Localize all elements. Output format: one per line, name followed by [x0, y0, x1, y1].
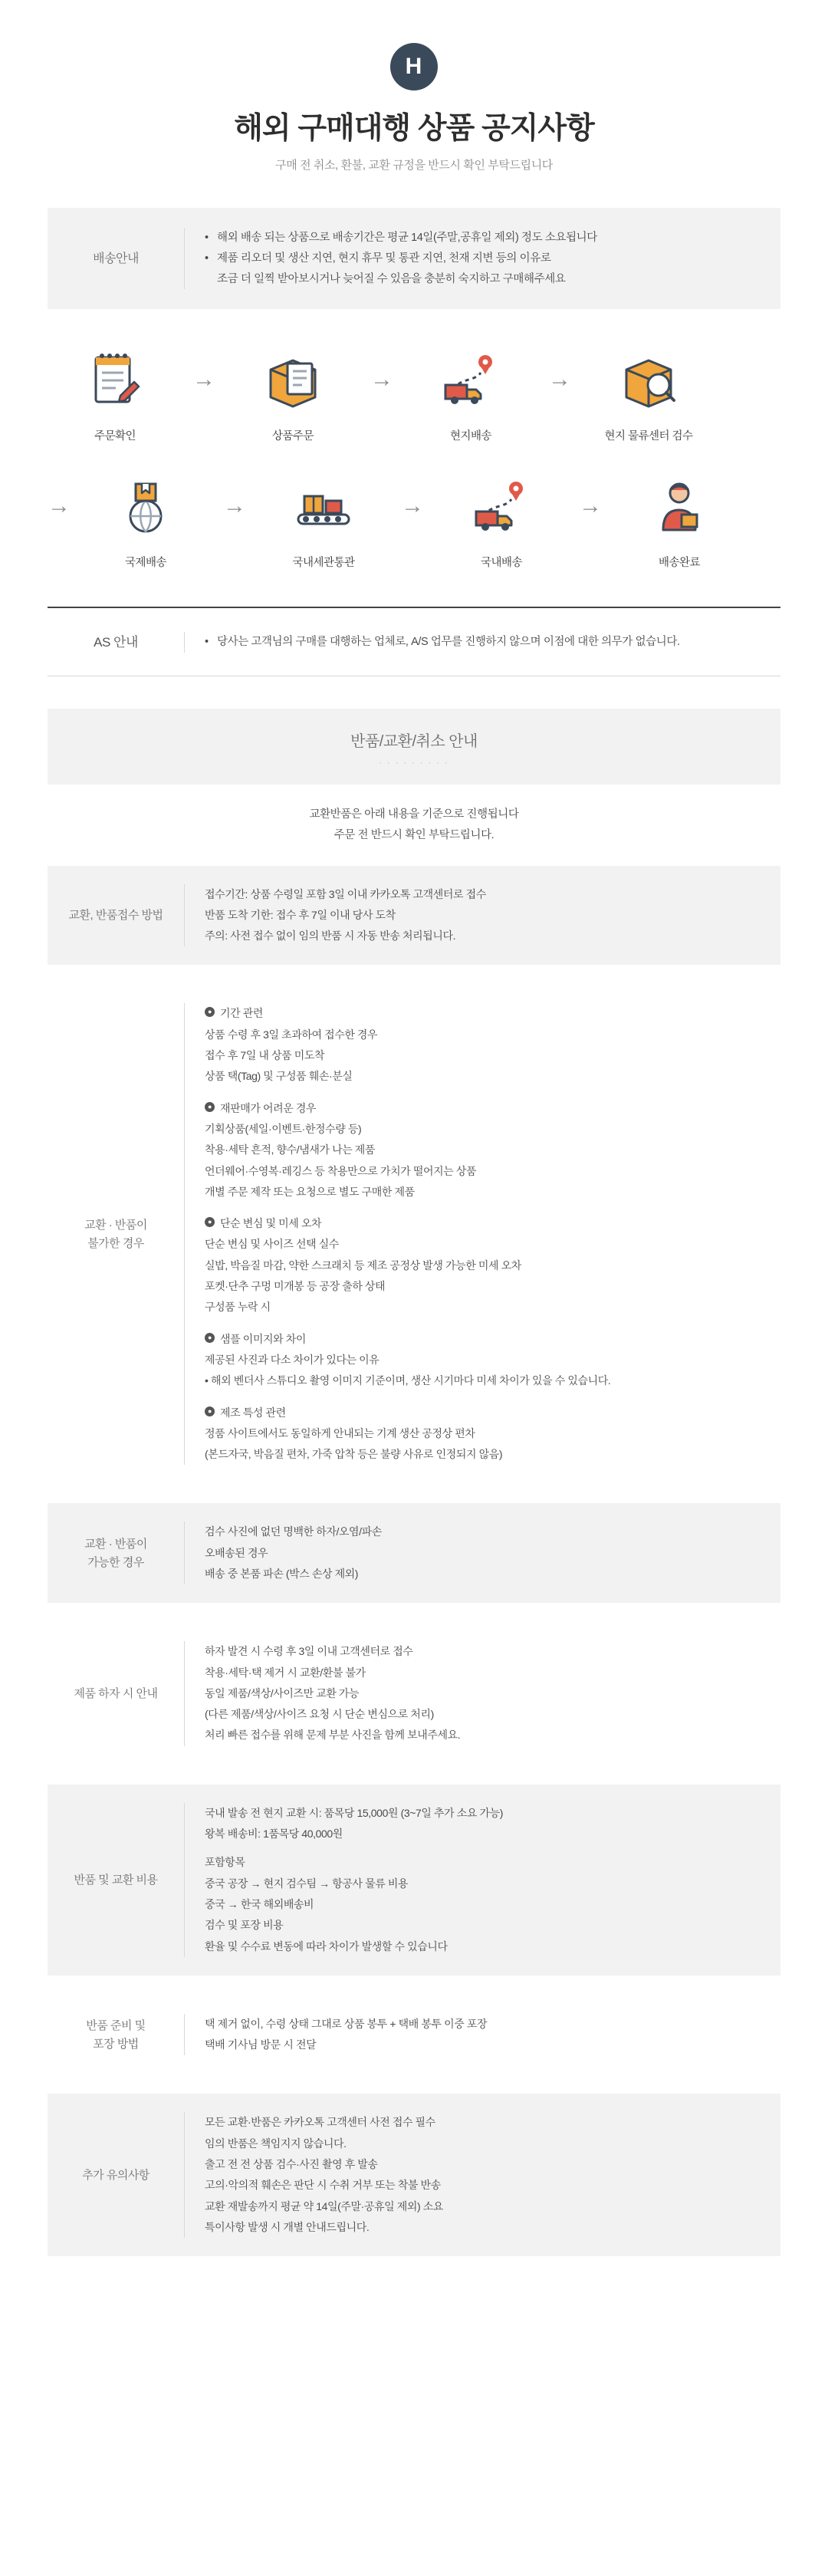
row-content — [184, 2014, 780, 2056]
return-intro — [48, 804, 780, 846]
arrow-right-icon: → — [579, 493, 602, 519]
flow-caption: 국내배송 — [480, 557, 523, 570]
row-content — [184, 1641, 780, 1745]
row-line: 검수 및 포장 비용 — [205, 1919, 284, 1932]
spacer — [205, 1844, 761, 1852]
group-manufacturing — [205, 1403, 761, 1423]
row-line: 교환 재발송까지 평균 약 14일(주말·공휴일 제외) 소요 — [205, 2199, 443, 2212]
row-label: 반품 및 교환 비용 — [74, 1873, 158, 1887]
row-label: 제품 하자 시 안내 — [74, 1687, 158, 1701]
group-change-of-mind — [205, 1213, 761, 1234]
bullet-icon: ● — [205, 1007, 215, 1017]
flow-step-domestic-delivery — [434, 469, 569, 570]
row-line: 검수 사진에 없던 명백한 하자/오염/파손 — [205, 1525, 382, 1538]
flow-arrow — [360, 343, 403, 416]
flow-step-international-shipping — [78, 469, 213, 570]
product-order-icon — [225, 343, 360, 416]
row-return-request-method — [48, 866, 780, 966]
shipping-notice-label: 배송안내 — [93, 252, 139, 266]
process-flow — [48, 343, 780, 570]
flow-step-product-order — [225, 343, 360, 443]
group-title: 단순 변심 및 미세 오차 — [220, 1217, 322, 1230]
flow-caption: 현지 물류센터 검수 — [604, 430, 693, 443]
row-packing-method — [48, 1995, 780, 2074]
flow-caption: 주문확인 — [94, 430, 136, 443]
flow-arrow — [213, 469, 256, 543]
bullet-icon: ● — [205, 1102, 215, 1112]
row-line: 국내 발송 전 현지 교환 시: 품목당 15,000원 (3~7일 추가 소요 가능) — [205, 1806, 503, 1819]
shipping-notice-line: 조금 더 일찍 받아보시거나 늦어질 수 있음을 충분히 숙지하고 구매해주세요 — [217, 272, 566, 285]
group-period — [205, 1003, 761, 1024]
group-title: 샘플 이미지와 차이 — [220, 1332, 306, 1345]
row-content — [184, 884, 780, 947]
row-line: 접수기간: 상품 수령일 포함 3일 이내 카카오톡 고객센터로 접수 — [205, 887, 486, 900]
row-line: 왕복 배송비: 1품목당 40,000원 — [205, 1828, 343, 1841]
shipping-notice-line: • 제품 리오더 및 생산 지연, 현지 휴무 및 통관 지연, 천재 지변 등의 이유로 — [205, 248, 761, 269]
flow-step-delivery-complete — [612, 469, 747, 570]
row-label — [48, 1535, 184, 1572]
row-line: 모든 교환·반품은 카카오톡 고객센터 사전 접수 필수 — [205, 2116, 435, 2129]
domestic-delivery-icon — [434, 469, 569, 543]
local-warehouse-inspect-icon — [581, 343, 716, 416]
page-subtitle: 구매 전 취소, 환불, 교환 규정을 반드시 확인 부탁드립니다 — [275, 159, 553, 172]
flow-caption: 현지배송 — [449, 430, 492, 443]
row-line: 임의 반품은 책임지지 않습니다. — [205, 2137, 347, 2150]
row-line: (다른 제품/색상/사이즈 요청 시 단순 변심으로 처리) — [205, 1708, 434, 1721]
row-defect-guide — [48, 1623, 780, 1764]
group-line: 상품 택(Tag) 및 구성품 훼손·분실 — [205, 1070, 353, 1083]
arrow-right-icon: → — [48, 493, 71, 519]
row-return-cost — [48, 1785, 780, 1976]
bullet-icon: ● — [205, 1217, 215, 1227]
group-line: • 해외 벤더사 스튜디오 촬영 이미지 기준이며, 생산 시기마다 미세 차이가 있을 수 있습니다. — [205, 1374, 611, 1387]
delivery-complete-icon — [612, 469, 747, 543]
customs-clearance-icon — [256, 469, 391, 543]
local-delivery-icon — [403, 343, 538, 416]
group-title: 기간 관련 — [220, 1007, 263, 1020]
group-line: 구성품 누락 시 — [205, 1301, 271, 1314]
process-flow-row-1 — [48, 343, 780, 443]
row-content — [184, 1003, 780, 1465]
flow-arrow — [538, 343, 581, 416]
group-line: 언더웨어·수영복·레깅스 등 착용만으로 가치가 떨어지는 상품 — [205, 1164, 477, 1177]
arrow-right-icon: → — [401, 493, 424, 519]
row-line: 출고 전 전 상품 검수·사진 촬영 후 발송 — [205, 2158, 378, 2171]
row-line: 배송 중 본품 파손 (박스 손상 제외) — [205, 1567, 359, 1580]
flow-step-local-delivery — [403, 343, 538, 443]
divider-dots: · · · · · · · · · — [379, 758, 449, 768]
as-body — [184, 632, 780, 653]
row-line: 오배송된 경우 — [205, 1546, 268, 1559]
row-label-line: 불가한 경우 — [87, 1236, 144, 1250]
row-line: 중국 공장 → 현지 검수팀 → 항공사 물류 비용 — [205, 1877, 409, 1890]
row-label-line: 가능한 경우 — [87, 1555, 144, 1569]
order-confirm-icon — [48, 343, 182, 416]
arrow-right-icon: → — [548, 367, 571, 393]
row-line: 포함항목 — [205, 1856, 245, 1869]
row-line: 하자 발견 시 수령 후 3일 이내 고객센터로 접수 — [205, 1645, 413, 1658]
group-line: 포켓·단추 구멍 미개봉 등 공장 출하 상태 — [205, 1280, 386, 1293]
process-flow-row-2 — [48, 469, 780, 570]
group-line: 기획상품(세일·이벤트·한정수량 등) — [205, 1122, 362, 1135]
row-line: 동일 제품/색상/사이즈만 교환 가능 — [205, 1686, 360, 1699]
row-line: 주의: 사전 접수 없이 임의 반품 시 자동 반송 처리됩니다. — [205, 929, 456, 943]
as-text: • 당사는 고객님의 구매를 대행하는 업체로, A/S 업무를 진행하지 않으며 이점에 대한 의무가 없습니다. — [205, 632, 780, 653]
row-label — [48, 1216, 184, 1253]
row-label-line: 포장 방법 — [93, 2037, 139, 2051]
row-label — [48, 2016, 184, 2054]
flow-arrow — [391, 469, 434, 543]
arrow-right-icon: → — [223, 493, 246, 519]
return-intro-line: 교환반품은 아래 내용을 기준으로 진행됩니다 — [309, 808, 519, 821]
h-logo-icon: H — [390, 43, 438, 90]
row-line: 특이사항 발생 시 개별 안내드립니다. — [205, 2220, 370, 2233]
shipping-notice-body — [184, 228, 780, 289]
flow-arrow — [569, 469, 612, 543]
row-line: 택배 기사님 방문 시 전달 — [205, 2038, 317, 2051]
flow-step-local-warehouse-inspect — [581, 343, 716, 443]
arrow-right-icon: → — [192, 367, 215, 393]
group-title: 재판매가 어려운 경우 — [220, 1101, 317, 1114]
row-extra-notes — [48, 2094, 780, 2256]
group-line: 접수 후 7일 내 상품 미도착 — [205, 1049, 325, 1062]
group-line: 제공된 사진과 다소 차이가 있다는 이유 — [205, 1353, 380, 1366]
shipping-notice-line: • 해외 배송 되는 상품으로 배송기간은 평균 14일(주말,공휴일 제외) 정도 소요됩니다 — [205, 228, 761, 248]
flow-arrow — [48, 469, 78, 543]
page-header — [0, 0, 828, 173]
row-label-line: 교환 · 반품이 — [84, 1218, 147, 1232]
row-line: 고의·악의적 훼손은 판단 시 수취 거부 또는 착불 반송 — [205, 2179, 441, 2192]
international-shipping-icon — [78, 469, 213, 543]
row-line: 환율 및 수수료 변동에 따라 차이가 발생할 수 있습니다 — [205, 1939, 448, 1953]
as-label: AS 안내 — [94, 635, 138, 650]
row-content — [184, 1522, 780, 1584]
row-label: 교환, 반품접수 방법 — [68, 909, 163, 922]
group-line: 정품 사이트에서도 동일하게 안내되는 기계 생산 공정상 편차 — [205, 1426, 475, 1439]
flow-step-order-confirm — [48, 343, 182, 443]
group-line: 실밥, 박음질 마감, 약한 스크래치 등 제조 공정상 발생 가능한 미세 오차 — [205, 1258, 521, 1272]
row-label: 추가 유의사항 — [82, 2168, 150, 2182]
page-title: 해외 구매대행 상품 공지사항 — [234, 112, 594, 145]
arrow-right-icon: → — [370, 367, 393, 393]
row-return-not-allowed — [48, 985, 780, 1483]
flow-step-customs-clearance — [256, 469, 391, 570]
return-title: 반품/교환/취소 안내 — [350, 732, 478, 750]
group-line: 개별 주문 제작 또는 요청으로 별도 구매한 제품 — [205, 1185, 415, 1198]
row-line: 택 제거 없이, 수령 상태 그대로 상품 봉투 + 택배 봉투 이중 포장 — [205, 2017, 488, 2030]
flow-caption: 국내세관통관 — [292, 557, 355, 570]
bullet-icon: ● — [205, 1333, 215, 1343]
group-line: 단순 변심 및 사이즈 선택 실수 — [205, 1238, 339, 1251]
flow-caption: 국제배송 — [124, 557, 167, 570]
row-content — [184, 2112, 780, 2238]
row-content — [184, 1803, 780, 1957]
row-line: 중국 → 한국 해외배송비 — [205, 1897, 314, 1910]
group-resale — [205, 1098, 761, 1119]
group-sample-difference — [205, 1329, 761, 1350]
return-intro-line: 주문 전 반드시 확인 부탁드립니다. — [334, 828, 495, 841]
group-line: 상품 수령 후 3일 초과하여 접수한 경우 — [205, 1028, 378, 1041]
as-section — [48, 607, 780, 676]
row-line: 반품 도착 기한: 접수 후 7일 이내 당사 도착 — [205, 908, 396, 921]
row-label-line: 반품 준비 및 — [86, 2018, 146, 2032]
group-line: (본드자국, 박음질 편차, 가죽 압착 등은 불량 사유로 인정되지 않음) — [205, 1448, 503, 1461]
row-return-allowed — [48, 1503, 780, 1603]
row-label-line: 교환 · 반품이 — [84, 1537, 147, 1551]
group-line: 착용·세탁 흔적, 향수/냄새가 나는 제품 — [205, 1143, 376, 1156]
shipping-notice-section — [48, 208, 780, 309]
row-line: 착용·세탁·택 제거 시 교환/환불 불가 — [205, 1666, 366, 1679]
return-title-section — [48, 709, 780, 785]
row-line: 처리 빠른 접수를 위해 문제 부분 사진을 함께 보내주세요. — [205, 1729, 461, 1742]
flow-caption: 배송완료 — [658, 557, 701, 570]
flow-arrow — [182, 343, 225, 416]
bullet-icon: ● — [205, 1406, 215, 1416]
group-title: 제조 특성 관련 — [220, 1406, 286, 1419]
flow-caption: 상품주문 — [271, 430, 314, 443]
